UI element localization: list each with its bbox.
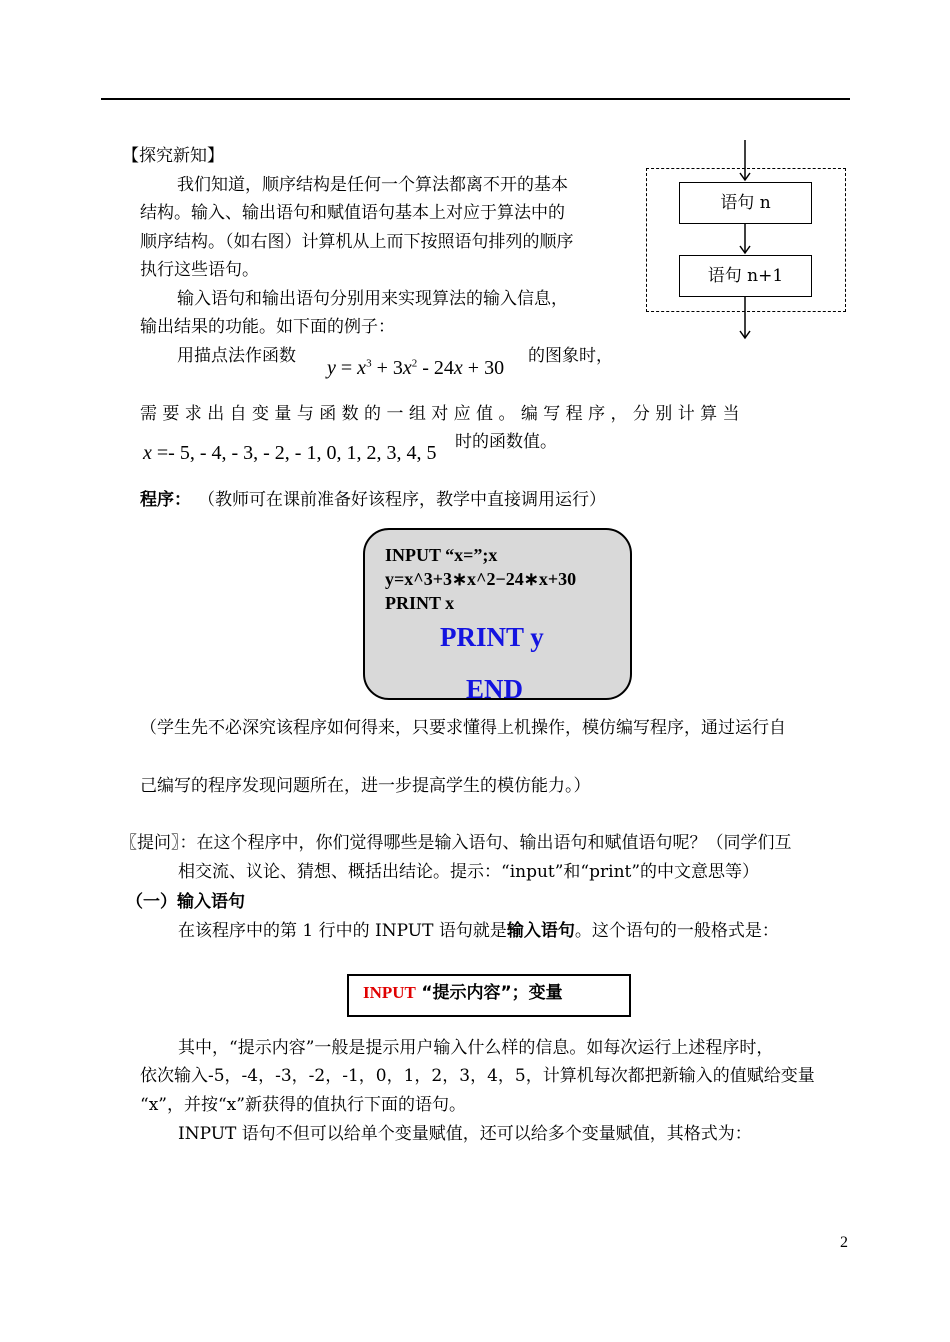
flowchart-box-statement-n-plus-1: 语句 n+1: [679, 255, 812, 297]
arrow-down-icon: [740, 140, 750, 180]
intro-line-4: 执行这些语句。: [140, 260, 259, 280]
need-line: 需 要 求 出 自 变 量 与 函 数 的 一 组 对 应 值 。 编 写 程 序 ， 分 别 计 算 当: [140, 404, 740, 424]
program-label: 程序：: [140, 490, 191, 510]
explain-line-1: 其中，“提示内容”一般是提示用户输入什么样的信息。如每次运行上述程序时，: [178, 1038, 774, 1058]
arrow-down-icon: [740, 223, 750, 253]
intro-line-1: 我们知道，顺序结构是任何一个算法都离不开的基本: [177, 175, 568, 195]
question-line-1: 〖提问〗：在这个程序中，你们觉得哪些是输入语句、输出语句和赋值语句呢？（同学们互: [120, 833, 792, 853]
input-description-suffix: 。这个语句的一般格式是：: [574, 921, 779, 941]
header-rule: [101, 98, 850, 100]
code-line-assign: y=x^3+3∗x^2−24∗x+30: [385, 569, 577, 589]
x-values-suffix: 时的函数值。: [455, 432, 557, 452]
intro-line-2: 结构。输入、输出语句和赋值语句基本上对应于算法中的: [140, 203, 565, 223]
function-formula: $y = x^3 + 3x^2 - 24x + 30$: [327, 357, 505, 379]
student-note-line-2: 己编写的程序发现问题所在，进一步提高学生的模仿能力。）: [140, 776, 591, 796]
format-rest: “提示内容”；变量: [421, 983, 563, 1003]
flowchart-arrows: [730, 140, 760, 345]
format-keyword: INPUT: [363, 983, 416, 1002]
code-line-input: INPUT “x=”;x: [385, 545, 498, 565]
input-description-bold: 输入语句: [506, 921, 575, 941]
input-format-text: [363, 983, 563, 1003]
explain-line-3: “x”，并按“x”新获得的值执行下面的语句。: [140, 1095, 466, 1115]
program-note: （教师可在课前准备好该程序，教学中直接调用运行）: [198, 490, 606, 510]
code-line-print-x: PRINT x: [385, 593, 455, 613]
code-line-end: END: [466, 674, 524, 704]
input-description-prefix: 在该程序中的第 1 行中的 INPUT 语句就是: [178, 921, 507, 941]
question-line-2: 相交流、议论、猜想、概括出结论。提示：“input”和“print”的中文意思等）: [178, 862, 760, 882]
intro-line-5: 输入语句和输出语句分别用来实现算法的输入信息，: [177, 289, 568, 309]
section-heading: 【探究新知】: [122, 146, 224, 166]
example-suffix: 的图象时，: [528, 346, 613, 366]
x-values-formula: x =- 5, - 4, - 3, - 2, - 1, 0, 1, 2, 3, 4, 5: [143, 442, 437, 464]
intro-line-3: 顺序结构。（如右图）计算机从上而下按照语句排列的顺序: [140, 232, 574, 252]
subsection-heading: （一）输入语句: [126, 892, 245, 912]
intro-line-6: 输出结果的功能。如下面的例子：: [140, 317, 395, 337]
explain-line-2: 依次输入-5，-4，-3，-2，-1，0，1，2，3，4，5，计算机每次都把新输入的值赋给变量: [140, 1066, 815, 1086]
student-note-line-1: （学生先不必深究该程序如何得来，只要求懂得上机操作，模仿编写程序，通过运行自: [140, 718, 786, 738]
input-description: [178, 921, 779, 941]
page-number: 2: [840, 1234, 848, 1251]
explain-line-4: INPUT 语句不但可以给单个变量赋值，还可以给多个变量赋值，其格式为：: [178, 1124, 752, 1144]
code-line-print-y: PRINT y: [440, 622, 544, 652]
arrow-down-icon: [740, 296, 750, 338]
flowchart-box-statement-n: 语句 n: [679, 182, 812, 224]
example-prefix: 用描点法作函数: [177, 346, 296, 366]
